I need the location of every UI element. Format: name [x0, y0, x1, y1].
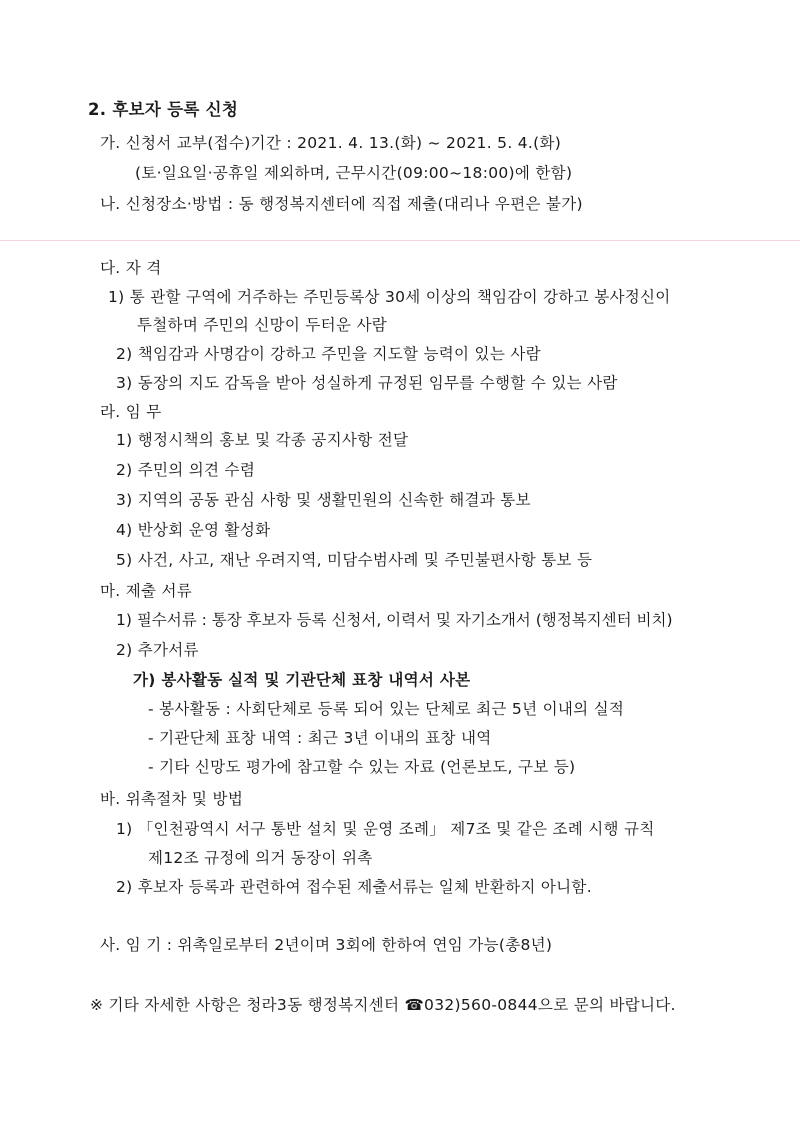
appointment-item: 1) 「인천광역시 서구 통반 설치 및 운영 조례」 제7조 및 같은 조례 시행 규칙: [116, 820, 655, 838]
duty-item: 5) 사건, 사고, 재난 우려지역, 미담수범사례 및 주민불편사항 통보 등: [116, 551, 593, 569]
document-item: 2) 추가서류: [116, 641, 199, 659]
duty-item: 4) 반상회 운영 활성화: [116, 521, 271, 539]
application-period-note: (토·일요일·공휴일 제외하며, 근무시간(09:00~18:00)에 한함): [135, 164, 573, 182]
contact-note: ※ 기타 자세한 사항은 청라3동 행정복지센터 ☎032)560-0844으로 문의 바랍니다.: [90, 996, 676, 1014]
qualification-item: 2) 책임감과 사명감이 강하고 주민을 지도할 능력이 있는 사람: [116, 345, 541, 363]
duty-item: 3) 지역의 공동 관심 사항 및 생활민원의 신속한 해결과 통보: [116, 491, 531, 509]
document-subitem: - 봉사활동 : 사회단체로 등록 되어 있는 단체로 최근 5년 이내의 실적: [148, 700, 625, 718]
duties-heading: 라. 임 무: [100, 403, 162, 421]
appointment-heading: 바. 위촉절차 및 방법: [100, 790, 244, 808]
appointment-item: 제12조 규정에 의거 동장이 위촉: [148, 849, 373, 867]
application-period: 가. 신청서 교부(접수)기간 : 2021. 4. 13.(화) ~ 2021. 5. 4.(화): [100, 134, 562, 152]
documents-heading: 마. 제출 서류: [100, 582, 193, 600]
qualification-heading: 다. 자 격: [100, 259, 162, 277]
document-item: 1) 필수서류 : 통장 후보자 등록 신청서, 이력서 및 자기소개서 (행정복지센터 비치): [116, 611, 673, 629]
divider: [0, 240, 800, 241]
document-subitem: - 기관단체 표창 내역 : 최근 3년 이내의 표창 내역: [148, 729, 492, 747]
application-place: 나. 신청장소·방법 : 동 행정복지센터에 직접 제출(대리나 우편은 불가): [100, 195, 583, 213]
qualification-item: 투철하며 주민의 신망이 두터운 사람: [137, 316, 388, 334]
duty-item: 2) 주민의 의견 수렴: [116, 461, 256, 479]
qualification-item: 1) 통 관할 구역에 거주하는 주민등록상 30세 이상의 책임감이 강하고 봉사정신이: [108, 288, 671, 306]
term-of-office: 사. 임 기 : 위촉일로부터 2년이며 3회에 한하여 연임 가능(총8년): [100, 936, 553, 954]
qualification-item: 3) 동장의 지도 감독을 받아 성실하게 규정된 임무를 수행할 수 있는 사람: [116, 374, 618, 392]
section-title: 2. 후보자 등록 신청: [88, 100, 239, 119]
document-subitem: - 기타 신망도 평가에 참고할 수 있는 자료 (언론보도, 구보 등): [148, 758, 576, 776]
document-item: 가) 봉사활동 실적 및 기관단체 표창 내역서 사본: [133, 671, 471, 689]
duty-item: 1) 행정시책의 홍보 및 각종 공지사항 전달: [116, 431, 409, 449]
appointment-item: 2) 후보자 등록과 관련하여 접수된 제출서류는 일체 반환하지 아니함.: [116, 878, 592, 896]
